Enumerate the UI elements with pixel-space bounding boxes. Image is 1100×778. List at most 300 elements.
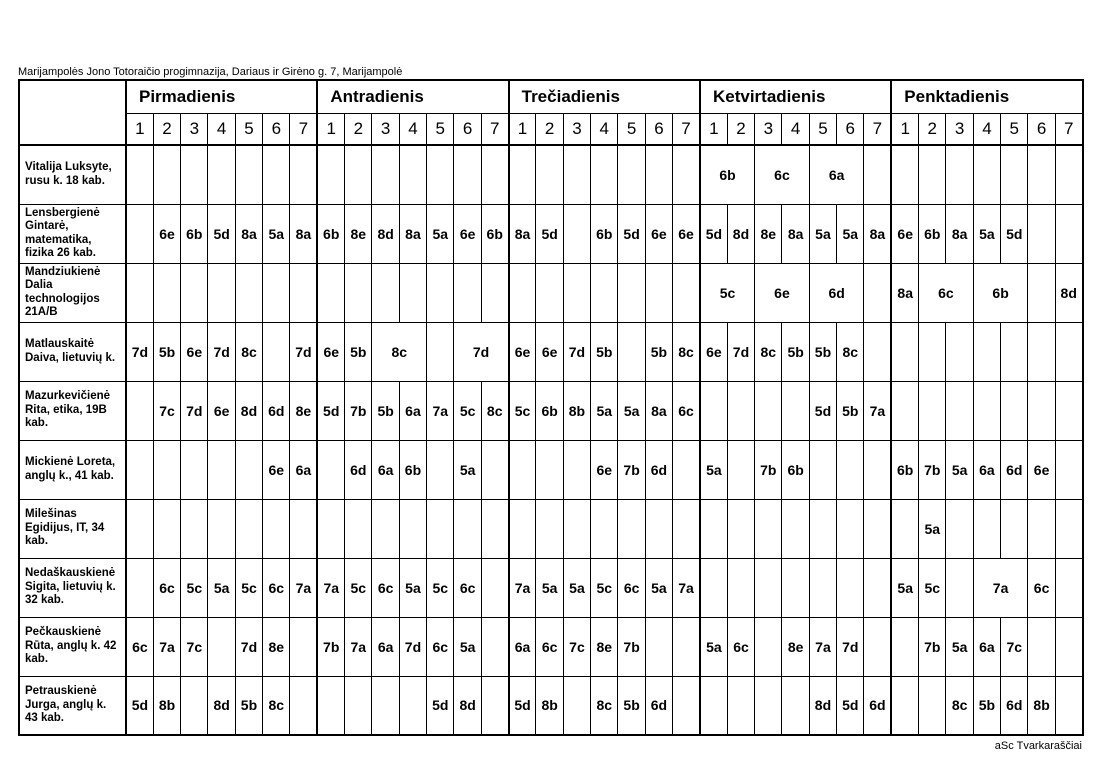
lesson-cell xyxy=(919,322,946,381)
lesson-cell xyxy=(290,617,317,676)
day-header: Ketvirtadienis xyxy=(700,80,891,113)
lesson-cell xyxy=(481,145,508,204)
lesson-cell: 5a xyxy=(809,204,836,263)
lesson-cell xyxy=(1028,499,1055,558)
lesson-cell: 8d xyxy=(1055,263,1082,322)
lesson-cell xyxy=(973,499,1000,558)
lesson-cell: 6b xyxy=(782,440,809,499)
lesson-cell: 7a xyxy=(153,617,180,676)
lesson-cell: 7a xyxy=(345,617,372,676)
lesson-cell xyxy=(208,617,235,676)
lesson-cell: 7a xyxy=(673,558,700,617)
lesson-cell xyxy=(290,145,317,204)
lesson-cell: 6c xyxy=(427,617,454,676)
lesson-cell: 8e xyxy=(263,617,290,676)
teacher-name: Lensbergienė Gintarė, matematika, fizika 26 kab. xyxy=(19,204,126,263)
lesson-cell xyxy=(700,381,727,440)
lesson-cell xyxy=(454,145,481,204)
lesson-cell xyxy=(509,263,536,322)
lesson-cell xyxy=(427,145,454,204)
lesson-cell: 6e xyxy=(536,322,563,381)
lesson-cell: 8d xyxy=(809,676,836,735)
lesson-cell xyxy=(481,558,508,617)
lesson-cell xyxy=(782,558,809,617)
lesson-cell: 8b xyxy=(153,676,180,735)
lesson-cell xyxy=(946,499,973,558)
lesson-cell xyxy=(891,145,918,204)
lesson-cell xyxy=(864,145,891,204)
lesson-cell xyxy=(782,676,809,735)
lesson-cell: 5b xyxy=(645,322,672,381)
lesson-cell: 5b xyxy=(235,676,262,735)
teacher-name: Mickienė Loreta, anglų k., 41 kab. xyxy=(19,440,126,499)
lesson-cell xyxy=(700,499,727,558)
lesson-cell: 6b xyxy=(399,440,426,499)
lesson-cell: 6a xyxy=(399,381,426,440)
lesson-cell xyxy=(345,263,372,322)
teacher-name: Nedaškauskienė Sigita, lietuvių k. 32 kab. xyxy=(19,558,126,617)
period-number: 4 xyxy=(208,113,235,145)
lesson-cell xyxy=(891,676,918,735)
lesson-cell xyxy=(399,145,426,204)
lesson-cell xyxy=(645,499,672,558)
lesson-cell xyxy=(153,263,180,322)
period-number: 1 xyxy=(700,113,727,145)
lesson-cell: 6e xyxy=(208,381,235,440)
teacher-row xyxy=(19,145,1083,204)
lesson-cell: 6e xyxy=(700,322,727,381)
period-number: 5 xyxy=(235,113,262,145)
period-number: 7 xyxy=(290,113,317,145)
teacher-row xyxy=(19,204,1083,263)
lesson-cell: 6b xyxy=(317,204,344,263)
lesson-cell xyxy=(700,558,727,617)
lesson-cell xyxy=(618,499,645,558)
lesson-cell xyxy=(1055,322,1082,381)
lesson-cell: 7a xyxy=(317,558,344,617)
lesson-cell: 6e xyxy=(509,322,536,381)
lesson-cell: 5c xyxy=(700,263,755,322)
lesson-cell: 5c xyxy=(591,558,618,617)
lesson-cell xyxy=(235,145,262,204)
lesson-cell xyxy=(837,440,864,499)
lesson-cell xyxy=(1055,617,1082,676)
teacher-name: Petrauskienė Jurga, anglų k. 43 kab. xyxy=(19,676,126,735)
lesson-cell: 6d xyxy=(1001,440,1028,499)
period-number: 6 xyxy=(1028,113,1055,145)
lesson-cell xyxy=(618,322,645,381)
lesson-cell: 7a xyxy=(973,558,1028,617)
lesson-cell: 6c xyxy=(126,617,153,676)
lesson-cell: 7d xyxy=(837,617,864,676)
lesson-cell xyxy=(673,676,700,735)
lesson-cell xyxy=(673,617,700,676)
lesson-cell xyxy=(645,617,672,676)
lesson-cell xyxy=(345,145,372,204)
lesson-cell: 6a xyxy=(372,617,399,676)
lesson-cell xyxy=(755,676,782,735)
teacher-row xyxy=(19,617,1083,676)
lesson-cell: 5a xyxy=(263,204,290,263)
lesson-cell: 5a xyxy=(973,204,1000,263)
lesson-cell: 5c xyxy=(345,558,372,617)
lesson-cell: 5a xyxy=(563,558,590,617)
period-number: 5 xyxy=(809,113,836,145)
timetable xyxy=(18,79,1084,736)
lesson-cell: 7c xyxy=(1001,617,1028,676)
lesson-cell xyxy=(1028,381,1055,440)
lesson-cell: 7d xyxy=(454,322,509,381)
lesson-cell: 8c xyxy=(673,322,700,381)
lesson-cell xyxy=(837,558,864,617)
lesson-cell: 8c xyxy=(481,381,508,440)
lesson-cell xyxy=(1055,204,1082,263)
lesson-cell xyxy=(673,499,700,558)
lesson-cell xyxy=(563,499,590,558)
period-number: 2 xyxy=(919,113,946,145)
lesson-cell: 5a xyxy=(591,381,618,440)
period-number: 3 xyxy=(563,113,590,145)
lesson-cell: 5d xyxy=(509,676,536,735)
lesson-cell xyxy=(126,204,153,263)
lesson-cell: 6c xyxy=(673,381,700,440)
lesson-cell: 7b xyxy=(919,617,946,676)
lesson-cell xyxy=(973,381,1000,440)
lesson-cell: 6e xyxy=(1028,440,1055,499)
day-header: Penktadienis xyxy=(891,80,1082,113)
lesson-cell: 7d xyxy=(235,617,262,676)
lesson-cell: 8d xyxy=(454,676,481,735)
lesson-cell xyxy=(126,499,153,558)
period-number: 5 xyxy=(618,113,645,145)
lesson-cell xyxy=(891,617,918,676)
period-number: 3 xyxy=(181,113,208,145)
lesson-cell xyxy=(454,263,481,322)
lesson-cell: 8d xyxy=(208,676,235,735)
period-number: 7 xyxy=(1055,113,1082,145)
lesson-cell xyxy=(509,440,536,499)
lesson-cell xyxy=(481,676,508,735)
lesson-cell: 5d xyxy=(618,204,645,263)
lesson-cell: 6e xyxy=(591,440,618,499)
period-number: 2 xyxy=(153,113,180,145)
lesson-cell xyxy=(946,145,973,204)
lesson-cell xyxy=(1055,440,1082,499)
lesson-cell xyxy=(481,440,508,499)
lesson-cell xyxy=(317,499,344,558)
lesson-cell: 6d xyxy=(645,676,672,735)
lesson-cell: 6a xyxy=(290,440,317,499)
lesson-cell: 8b xyxy=(563,381,590,440)
lesson-cell xyxy=(891,499,918,558)
lesson-cell: 5c xyxy=(454,381,481,440)
lesson-cell xyxy=(645,145,672,204)
lesson-cell: 8c xyxy=(372,322,427,381)
lesson-cell xyxy=(563,145,590,204)
lesson-cell: 5a xyxy=(700,440,727,499)
lesson-cell xyxy=(263,322,290,381)
lesson-cell: 7b xyxy=(618,440,645,499)
period-number: 2 xyxy=(536,113,563,145)
lesson-cell: 6d xyxy=(345,440,372,499)
lesson-cell xyxy=(946,381,973,440)
lesson-cell: 5a xyxy=(427,204,454,263)
lesson-cell: 5a xyxy=(946,440,973,499)
lesson-cell: 6c xyxy=(919,263,974,322)
lesson-cell: 6c xyxy=(263,558,290,617)
lesson-cell: 6e xyxy=(891,204,918,263)
lesson-cell xyxy=(208,499,235,558)
period-number: 1 xyxy=(891,113,918,145)
period-number: 4 xyxy=(591,113,618,145)
lesson-cell: 6e xyxy=(181,322,208,381)
lesson-cell xyxy=(919,676,946,735)
lesson-cell xyxy=(263,263,290,322)
lesson-cell: 6c xyxy=(153,558,180,617)
period-number: 4 xyxy=(973,113,1000,145)
teacher-name: Mandziukienė Dalia technologijos 21A/B xyxy=(19,263,126,322)
lesson-cell: 6a xyxy=(973,440,1000,499)
lesson-cell xyxy=(864,263,891,322)
period-number: 7 xyxy=(481,113,508,145)
lesson-cell xyxy=(755,617,782,676)
lesson-cell: 6d xyxy=(809,263,864,322)
footer-credit: aSc Tvarkaraščiai xyxy=(994,740,1082,752)
period-number: 5 xyxy=(1001,113,1028,145)
lesson-cell: 5b xyxy=(837,381,864,440)
lesson-cell: 5b xyxy=(782,322,809,381)
lesson-cell xyxy=(919,381,946,440)
teacher-name: Mazurkevičienė Rita, etika, 19B kab. xyxy=(19,381,126,440)
lesson-cell: 5d xyxy=(809,381,836,440)
lesson-cell: 8a xyxy=(645,381,672,440)
lesson-cell xyxy=(1028,322,1055,381)
lesson-cell: 5a xyxy=(454,617,481,676)
lesson-cell: 6d xyxy=(1001,676,1028,735)
lesson-cell xyxy=(427,440,454,499)
lesson-cell: 6e xyxy=(317,322,344,381)
lesson-cell xyxy=(181,499,208,558)
lesson-cell: 6c xyxy=(1028,558,1055,617)
lesson-cell xyxy=(837,499,864,558)
lesson-cell: 8c xyxy=(235,322,262,381)
lesson-cell xyxy=(208,145,235,204)
lesson-cell: 7a xyxy=(427,381,454,440)
lesson-cell xyxy=(181,145,208,204)
lesson-cell: 6b xyxy=(591,204,618,263)
lesson-cell xyxy=(317,676,344,735)
period-number: 4 xyxy=(782,113,809,145)
lesson-cell xyxy=(809,558,836,617)
lesson-cell: 7c xyxy=(153,381,180,440)
lesson-cell xyxy=(946,322,973,381)
lesson-cell xyxy=(126,558,153,617)
period-number: 6 xyxy=(454,113,481,145)
lesson-cell xyxy=(727,499,754,558)
lesson-cell: 5a xyxy=(919,499,946,558)
lesson-cell: 6b xyxy=(973,263,1028,322)
lesson-cell: 5a xyxy=(618,381,645,440)
lesson-cell xyxy=(126,381,153,440)
lesson-cell xyxy=(536,145,563,204)
period-number: 6 xyxy=(645,113,672,145)
lesson-cell: 7b xyxy=(618,617,645,676)
lesson-cell: 6c xyxy=(536,617,563,676)
teacher-row xyxy=(19,381,1083,440)
lesson-cell xyxy=(427,322,454,381)
lesson-cell: 8c xyxy=(263,676,290,735)
lesson-cell: 7a xyxy=(864,381,891,440)
lesson-cell: 7c xyxy=(181,617,208,676)
lesson-cell xyxy=(317,145,344,204)
lesson-cell xyxy=(509,499,536,558)
lesson-cell xyxy=(1028,145,1055,204)
lesson-cell: 8e xyxy=(345,204,372,263)
lesson-cell: 8a xyxy=(235,204,262,263)
lesson-cell: 5a xyxy=(645,558,672,617)
lesson-cell: 8d xyxy=(372,204,399,263)
lesson-cell: 7a xyxy=(290,558,317,617)
lesson-cell: 6d xyxy=(263,381,290,440)
lesson-cell: 8d xyxy=(235,381,262,440)
lesson-cell xyxy=(591,145,618,204)
lesson-cell xyxy=(618,145,645,204)
lesson-cell xyxy=(1055,145,1082,204)
lesson-cell xyxy=(973,145,1000,204)
lesson-cell: 6c xyxy=(618,558,645,617)
lesson-cell xyxy=(727,440,754,499)
period-number: 1 xyxy=(509,113,536,145)
teacher-name: Vitalija Luksyte, rusu k. 18 kab. xyxy=(19,145,126,204)
lesson-cell xyxy=(591,263,618,322)
lesson-cell xyxy=(235,440,262,499)
lesson-cell: 5a xyxy=(837,204,864,263)
lesson-cell xyxy=(153,145,180,204)
lesson-cell xyxy=(153,440,180,499)
lesson-cell: 6e xyxy=(263,440,290,499)
lesson-cell xyxy=(782,499,809,558)
teacher-row xyxy=(19,440,1083,499)
lesson-cell: 5d xyxy=(126,676,153,735)
lesson-cell: 5c xyxy=(181,558,208,617)
lesson-cell xyxy=(563,204,590,263)
lesson-cell: 6c xyxy=(372,558,399,617)
lesson-cell: 5d xyxy=(536,204,563,263)
lesson-cell: 7d xyxy=(399,617,426,676)
lesson-cell: 7d xyxy=(126,322,153,381)
lesson-cell xyxy=(1055,499,1082,558)
lesson-cell: 6a xyxy=(372,440,399,499)
lesson-cell xyxy=(864,499,891,558)
lesson-cell: 5a xyxy=(700,617,727,676)
lesson-cell: 8e xyxy=(782,617,809,676)
lesson-cell xyxy=(755,499,782,558)
lesson-cell xyxy=(1028,204,1055,263)
lesson-cell: 8c xyxy=(591,676,618,735)
lesson-cell: 6b xyxy=(919,204,946,263)
period-number: 3 xyxy=(372,113,399,145)
lesson-cell xyxy=(1028,617,1055,676)
lesson-cell: 6e xyxy=(454,204,481,263)
lesson-cell xyxy=(591,499,618,558)
lesson-cell: 6c xyxy=(454,558,481,617)
lesson-cell xyxy=(290,676,317,735)
lesson-cell: 6c xyxy=(755,145,810,204)
lesson-cell xyxy=(973,322,1000,381)
lesson-cell xyxy=(1001,499,1028,558)
day-header: Trečiadienis xyxy=(509,80,700,113)
period-number: 6 xyxy=(263,113,290,145)
lesson-cell xyxy=(1028,263,1055,322)
lesson-cell: 5b xyxy=(372,381,399,440)
lesson-cell xyxy=(618,263,645,322)
lesson-cell xyxy=(181,676,208,735)
lesson-cell xyxy=(372,145,399,204)
lesson-cell xyxy=(263,499,290,558)
lesson-cell: 5a xyxy=(891,558,918,617)
lesson-cell xyxy=(755,381,782,440)
lesson-cell: 8a xyxy=(290,204,317,263)
lesson-cell: 8b xyxy=(1028,676,1055,735)
lesson-cell: 6a xyxy=(509,617,536,676)
lesson-cell xyxy=(891,322,918,381)
teacher-row xyxy=(19,499,1083,558)
lesson-cell xyxy=(1055,558,1082,617)
lesson-cell xyxy=(399,263,426,322)
lesson-cell xyxy=(290,263,317,322)
lesson-cell xyxy=(372,499,399,558)
lesson-cell xyxy=(536,499,563,558)
period-number: 3 xyxy=(755,113,782,145)
lesson-cell xyxy=(1055,381,1082,440)
lesson-cell: 7d xyxy=(208,322,235,381)
lesson-cell: 6e xyxy=(673,204,700,263)
lesson-cell: 5a xyxy=(399,558,426,617)
lesson-cell xyxy=(399,676,426,735)
lesson-cell: 8a xyxy=(891,263,918,322)
lesson-cell xyxy=(481,617,508,676)
lesson-cell: 7b xyxy=(755,440,782,499)
day-header: Antradienis xyxy=(317,80,508,113)
lesson-cell: 7c xyxy=(563,617,590,676)
lesson-cell: 6e xyxy=(645,204,672,263)
period-number: 2 xyxy=(345,113,372,145)
lesson-cell xyxy=(809,499,836,558)
lesson-cell: 7d xyxy=(563,322,590,381)
period-number: 1 xyxy=(317,113,344,145)
lesson-cell: 7d xyxy=(727,322,754,381)
lesson-cell: 5b xyxy=(591,322,618,381)
lesson-cell xyxy=(755,558,782,617)
lesson-cell xyxy=(864,617,891,676)
lesson-cell: 8a xyxy=(509,204,536,263)
lesson-cell xyxy=(864,440,891,499)
lesson-cell: 5a xyxy=(946,617,973,676)
lesson-cell: 8a xyxy=(946,204,973,263)
lesson-cell xyxy=(427,263,454,322)
lesson-cell: 5c xyxy=(235,558,262,617)
lesson-cell: 6a xyxy=(973,617,1000,676)
lesson-cell xyxy=(235,263,262,322)
lesson-cell: 5c xyxy=(919,558,946,617)
lesson-cell: 8c xyxy=(946,676,973,735)
lesson-cell: 6d xyxy=(864,676,891,735)
lesson-cell xyxy=(864,558,891,617)
lesson-cell: 5b xyxy=(973,676,1000,735)
lesson-cell xyxy=(1001,381,1028,440)
lesson-cell xyxy=(645,263,672,322)
lesson-cell xyxy=(809,440,836,499)
